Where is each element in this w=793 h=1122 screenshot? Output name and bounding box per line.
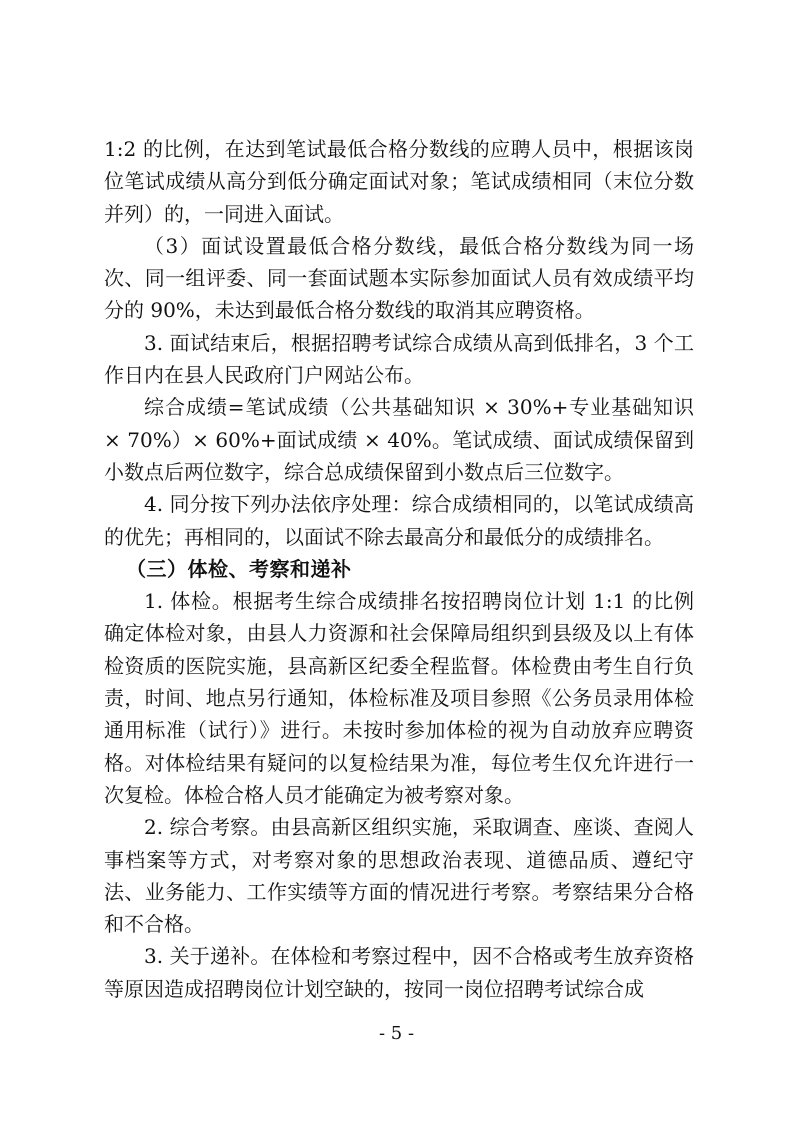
paragraph-continued-interview-ratio: 1:2 的比例，在达到笔试最低合格分数线的应聘人员中，根据该岗位笔试成绩从高分到低分确定面试对象；笔试成绩相同（末位分数并列）的，一同进入面试。 <box>104 137 694 226</box>
paragraph-interview-passing-line: （3）面试设置最低合格分数线，最低合格分数线为同一场次、同一组评委、同一套面试题本实际参加面试人员有效成绩平均分的 90%，未达到最低合格分数线的取消其应聘资格。 <box>104 233 694 323</box>
paragraph-physical-exam: 1. 体检。根据考生综合成绩排名按招聘岗位计划 1:1 的比例确定体检对象，由县人力资源和社会保障局组织到县级及以上有体检资质的医院实施，县高新区纪委全程监督。体检费由考生自行负责，时间、地点另行通知，体检标准及项目参照《公务员录用体检通用标准（试行）》进行。未按时参加体检的视为自动放弃应聘资格。对体检结果有疑问的以复检结果为准，每位考生仅允许进行一次复检。体检合格人员才能确定为被考察对象。 <box>104 589 694 807</box>
paragraph-ranking-publication: 3. 面试结束后，根据招聘考试综合成绩从高到低排名，3 个工作日内在县人民政府门户网站公布。 <box>104 330 694 388</box>
paragraph-comprehensive-review: 2. 综合考察。由县高新区组织实施，采取调查、座谈、查阅人事档案等方式，对考察对象的思想政治表现、道德品质、遵纪守法、业务能力、工作实绩等方面的情况进行考察。考察结果分合格和不合格。 <box>104 815 694 937</box>
paragraph-score-formula: 综合成绩=笔试成绩（公共基础知识 × 30%+专业基础知识 × 70%）× 60%+面试成绩 × 40%。笔试成绩、面试成绩保留到小数点后两位数字，综合总成绩保留到小数点后三位数字。 <box>104 395 694 484</box>
section-heading-exam-review: （三）体检、考察和递补 <box>126 556 352 581</box>
document-body <box>104 133 694 1005</box>
paragraph-tie-breaking: 4. 同分按下列办法依序处理：综合成绩相同的，以笔试成绩高的优先；再相同的，以面试不除去最高分和最低分的成绩排名。 <box>104 492 694 549</box>
page-number: - 5 - <box>378 1023 415 1044</box>
paragraph-substitution: 3. 关于递补。在体检和考察过程中，因不合格或考生放弃资格等原因造成招聘岗位计划空缺的，按同一岗位招聘考试综合成 <box>104 944 694 1001</box>
